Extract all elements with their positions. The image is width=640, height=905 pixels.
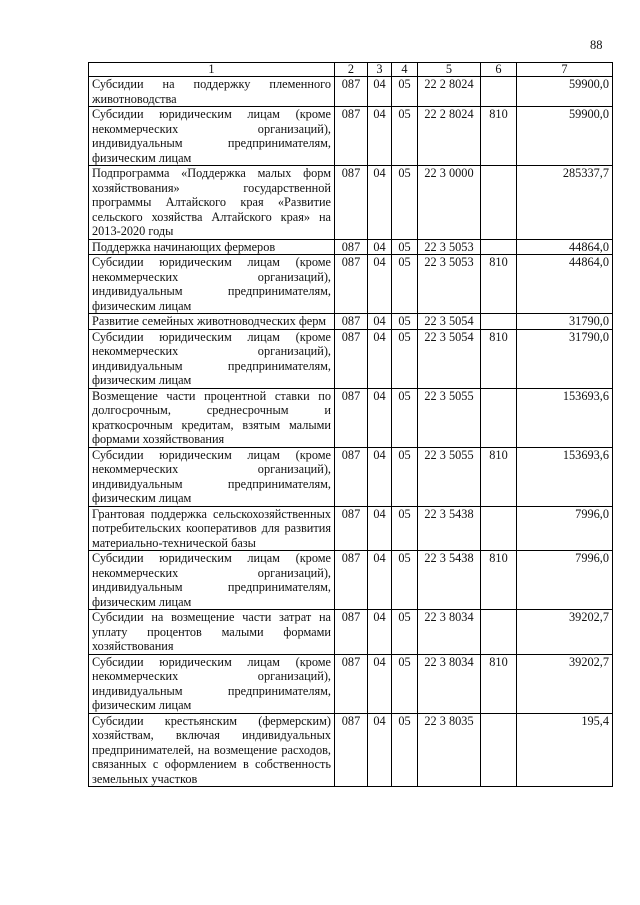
section-code: 04 bbox=[368, 166, 392, 240]
subsection-code: 05 bbox=[392, 713, 418, 787]
expense-type-code: 810 bbox=[481, 107, 517, 166]
target-article-code: 22 3 8034 bbox=[418, 610, 481, 655]
expense-type-code: 810 bbox=[481, 329, 517, 388]
item-name: Субсидии юридическим лицам (кроме некоммерческих организаций), индивидуальным предпринимателям, физическим лицам bbox=[89, 654, 335, 713]
table-row bbox=[89, 314, 613, 330]
column-header: 6 bbox=[481, 63, 517, 77]
expense-type-code bbox=[481, 713, 517, 787]
expense-type-code: 810 bbox=[481, 551, 517, 610]
section-code: 04 bbox=[368, 255, 392, 314]
expense-type-code: 810 bbox=[481, 447, 517, 506]
table-row bbox=[89, 506, 613, 551]
target-article-code: 22 3 5054 bbox=[418, 314, 481, 330]
expense-type-code bbox=[481, 388, 517, 447]
target-article-code: 22 3 5053 bbox=[418, 255, 481, 314]
amount: 153693,6 bbox=[517, 447, 613, 506]
section-code: 04 bbox=[368, 551, 392, 610]
item-name: Субсидии юридическим лицам (кроме некоммерческих организаций), индивидуальным предпринимателям, физическим лицам bbox=[89, 329, 335, 388]
section-code: 04 bbox=[368, 107, 392, 166]
item-name: Субсидии юридическим лицам (кроме некоммерческих организаций), индивидуальным предпринимателям, физическим лицам bbox=[89, 551, 335, 610]
subsection-code: 05 bbox=[392, 388, 418, 447]
ministry-code: 087 bbox=[335, 314, 368, 330]
subsection-code: 05 bbox=[392, 654, 418, 713]
ministry-code: 087 bbox=[335, 166, 368, 240]
table-row bbox=[89, 166, 613, 240]
amount: 195,4 bbox=[517, 713, 613, 787]
section-code: 04 bbox=[368, 713, 392, 787]
subsection-code: 05 bbox=[392, 551, 418, 610]
expense-type-code bbox=[481, 506, 517, 551]
amount: 7996,0 bbox=[517, 551, 613, 610]
section-code: 04 bbox=[368, 239, 392, 255]
subsection-code: 05 bbox=[392, 107, 418, 166]
amount: 31790,0 bbox=[517, 314, 613, 330]
section-code: 04 bbox=[368, 447, 392, 506]
table-row bbox=[89, 239, 613, 255]
item-name: Субсидии юридическим лицам (кроме некоммерческих организаций), индивидуальным предпринимателям, физическим лицам bbox=[89, 255, 335, 314]
ministry-code: 087 bbox=[335, 713, 368, 787]
ministry-code: 087 bbox=[335, 610, 368, 655]
table-row bbox=[89, 388, 613, 447]
expense-type-code bbox=[481, 77, 517, 107]
column-header: 7 bbox=[517, 63, 613, 77]
section-code: 04 bbox=[368, 610, 392, 655]
ministry-code: 087 bbox=[335, 239, 368, 255]
target-article-code: 22 3 5055 bbox=[418, 388, 481, 447]
table-row bbox=[89, 255, 613, 314]
table-row bbox=[89, 107, 613, 166]
expense-type-code bbox=[481, 239, 517, 255]
item-name: Субсидии юридическим лицам (кроме некоммерческих организаций), индивидуальным предпринимателям, физическим лицам bbox=[89, 447, 335, 506]
ministry-code: 087 bbox=[335, 107, 368, 166]
target-article-code: 22 3 8034 bbox=[418, 654, 481, 713]
item-name: Субсидии на возмещение части затрат на уплату процентов малыми формами хозяйствования bbox=[89, 610, 335, 655]
ministry-code: 087 bbox=[335, 654, 368, 713]
amount: 39202,7 bbox=[517, 654, 613, 713]
subsection-code: 05 bbox=[392, 166, 418, 240]
column-header: 2 bbox=[335, 63, 368, 77]
amount: 59900,0 bbox=[517, 107, 613, 166]
expense-type-code bbox=[481, 314, 517, 330]
section-code: 04 bbox=[368, 506, 392, 551]
ministry-code: 087 bbox=[335, 388, 368, 447]
amount: 31790,0 bbox=[517, 329, 613, 388]
ministry-code: 087 bbox=[335, 77, 368, 107]
column-number-row bbox=[89, 63, 613, 77]
subsection-code: 05 bbox=[392, 610, 418, 655]
column-header: 4 bbox=[392, 63, 418, 77]
item-name: Субсидии крестьянским (фермерским) хозяйствам, включая индивидуальных предпринимателей, на возмещение расходов, связанных с оформлением в собственность земельных участков bbox=[89, 713, 335, 787]
column-header: 3 bbox=[368, 63, 392, 77]
item-name: Подпрограмма «Поддержка малых форм хозяйствования» государственной программы Алтайского края «Развитие сельского хозяйства Алтайского края» на 2013-2020 годы bbox=[89, 166, 335, 240]
subsection-code: 05 bbox=[392, 77, 418, 107]
subsection-code: 05 bbox=[392, 447, 418, 506]
expense-type-code: 810 bbox=[481, 654, 517, 713]
column-header: 5 bbox=[418, 63, 481, 77]
amount: 153693,6 bbox=[517, 388, 613, 447]
table-row bbox=[89, 77, 613, 107]
subsection-code: 05 bbox=[392, 239, 418, 255]
item-name: Грантовая поддержка сельскохозяйственных потребительских кооперативов для развития материально-технической базы bbox=[89, 506, 335, 551]
target-article-code: 22 2 8024 bbox=[418, 107, 481, 166]
target-article-code: 22 3 5438 bbox=[418, 551, 481, 610]
subsection-code: 05 bbox=[392, 255, 418, 314]
subsection-code: 05 bbox=[392, 314, 418, 330]
section-code: 04 bbox=[368, 77, 392, 107]
target-article-code: 22 3 5438 bbox=[418, 506, 481, 551]
expense-type-code: 810 bbox=[481, 255, 517, 314]
amount: 39202,7 bbox=[517, 610, 613, 655]
table-row bbox=[89, 654, 613, 713]
target-article-code: 22 3 5054 bbox=[418, 329, 481, 388]
amount: 7996,0 bbox=[517, 506, 613, 551]
target-article-code: 22 3 5055 bbox=[418, 447, 481, 506]
table-row bbox=[89, 610, 613, 655]
table-row bbox=[89, 713, 613, 787]
expense-type-code bbox=[481, 166, 517, 240]
subsection-code: 05 bbox=[392, 329, 418, 388]
ministry-code: 087 bbox=[335, 551, 368, 610]
ministry-code: 087 bbox=[335, 447, 368, 506]
page-number: 88 bbox=[590, 38, 603, 52]
amount: 44864,0 bbox=[517, 239, 613, 255]
target-article-code: 22 3 8035 bbox=[418, 713, 481, 787]
ministry-code: 087 bbox=[335, 329, 368, 388]
expense-type-code bbox=[481, 610, 517, 655]
section-code: 04 bbox=[368, 388, 392, 447]
target-article-code: 22 3 0000 bbox=[418, 166, 481, 240]
amount: 59900,0 bbox=[517, 77, 613, 107]
budget-table bbox=[88, 62, 613, 787]
item-name: Субсидии на поддержку племенного животноводства bbox=[89, 77, 335, 107]
table-row bbox=[89, 329, 613, 388]
item-name: Развитие семейных животноводческих ферм bbox=[89, 314, 335, 330]
amount: 285337,7 bbox=[517, 166, 613, 240]
target-article-code: 22 3 5053 bbox=[418, 239, 481, 255]
column-header: 1 bbox=[89, 63, 335, 77]
section-code: 04 bbox=[368, 329, 392, 388]
subsection-code: 05 bbox=[392, 506, 418, 551]
amount: 44864,0 bbox=[517, 255, 613, 314]
item-name: Поддержка начинающих фермеров bbox=[89, 239, 335, 255]
ministry-code: 087 bbox=[335, 255, 368, 314]
section-code: 04 bbox=[368, 314, 392, 330]
table-row bbox=[89, 447, 613, 506]
item-name: Возмещение части процентной ставки по долгосрочным, среднесрочным и краткосрочным кредитам, взятым малыми формами хозяйствования bbox=[89, 388, 335, 447]
section-code: 04 bbox=[368, 654, 392, 713]
table-row bbox=[89, 551, 613, 610]
ministry-code: 087 bbox=[335, 506, 368, 551]
item-name: Субсидии юридическим лицам (кроме некоммерческих организаций), индивидуальным предпринимателям, физическим лицам bbox=[89, 107, 335, 166]
target-article-code: 22 2 8024 bbox=[418, 77, 481, 107]
